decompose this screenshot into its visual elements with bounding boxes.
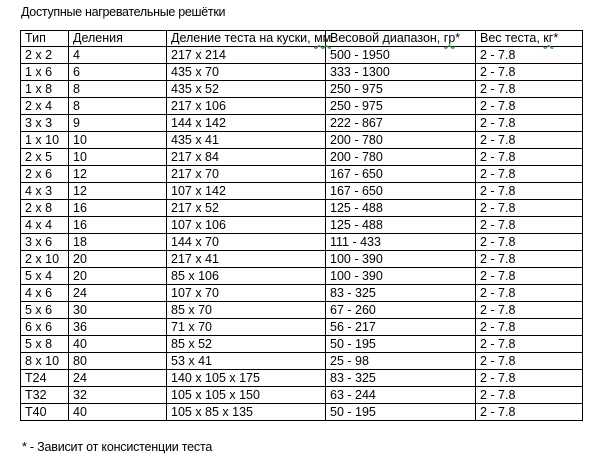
table-body bbox=[21, 47, 583, 421]
cell-type: 5 x 8 bbox=[21, 336, 69, 353]
cell-type: T40 bbox=[21, 404, 69, 421]
cell-dough-weight: 2 - 7.8 bbox=[476, 251, 583, 268]
cell-divisions: 9 bbox=[69, 115, 167, 132]
cell-type: 2 x 10 bbox=[21, 251, 69, 268]
cell-weight-range: 200 - 780 bbox=[326, 149, 476, 166]
cell-piece-size: 435 x 41 bbox=[167, 132, 326, 149]
cell-type: 6 x 6 bbox=[21, 319, 69, 336]
table-row bbox=[21, 115, 583, 132]
cell-divisions: 40 bbox=[69, 336, 167, 353]
cell-type: 5 x 6 bbox=[21, 302, 69, 319]
cell-piece-size: 85 x 106 bbox=[167, 268, 326, 285]
cell-divisions: 12 bbox=[69, 166, 167, 183]
cell-type: 1 x 8 bbox=[21, 81, 69, 98]
cell-type: 2 x 4 bbox=[21, 98, 69, 115]
cell-divisions: 30 bbox=[69, 302, 167, 319]
cell-type: T24 bbox=[21, 370, 69, 387]
table-row bbox=[21, 387, 583, 404]
column-header-dough-weight: Вес теста, кг* bbox=[476, 31, 583, 47]
cell-dough-weight: 2 - 7.8 bbox=[476, 64, 583, 81]
table-row bbox=[21, 285, 583, 302]
cell-type: 5 x 4 bbox=[21, 268, 69, 285]
cell-piece-size: 105 x 105 x 150 bbox=[167, 387, 326, 404]
table-row bbox=[21, 200, 583, 217]
cell-divisions: 12 bbox=[69, 183, 167, 200]
cell-divisions: 24 bbox=[69, 370, 167, 387]
cell-weight-range: 200 - 780 bbox=[326, 132, 476, 149]
cell-weight-range: 25 - 98 bbox=[326, 353, 476, 370]
cell-weight-range: 100 - 390 bbox=[326, 268, 476, 285]
cell-piece-size: 85 x 52 bbox=[167, 336, 326, 353]
cell-piece-size: 71 x 70 bbox=[167, 319, 326, 336]
cell-type: 2 x 8 bbox=[21, 200, 69, 217]
cell-piece-size: 85 x 70 bbox=[167, 302, 326, 319]
cell-divisions: 8 bbox=[69, 81, 167, 98]
cell-type: 3 x 3 bbox=[21, 115, 69, 132]
cell-piece-size: 107 x 142 bbox=[167, 183, 326, 200]
cell-divisions: 20 bbox=[69, 268, 167, 285]
table-row bbox=[21, 319, 583, 336]
cell-dough-weight: 2 - 7.8 bbox=[476, 234, 583, 251]
cell-piece-size: 107 x 106 bbox=[167, 217, 326, 234]
cell-dough-weight: 2 - 7.8 bbox=[476, 217, 583, 234]
cell-weight-range: 100 - 390 bbox=[326, 251, 476, 268]
weight-range-unit: гр bbox=[443, 31, 456, 45]
cell-divisions: 40 bbox=[69, 404, 167, 421]
cell-weight-range: 56 - 217 bbox=[326, 319, 476, 336]
cell-dough-weight: 2 - 7.8 bbox=[476, 387, 583, 404]
cell-dough-weight: 2 - 7.8 bbox=[476, 268, 583, 285]
cell-divisions: 80 bbox=[69, 353, 167, 370]
cell-divisions: 10 bbox=[69, 132, 167, 149]
table-row bbox=[21, 251, 583, 268]
cell-piece-size: 217 x 52 bbox=[167, 200, 326, 217]
footnote: * - Зависит от консистенции теста bbox=[22, 440, 213, 454]
cell-weight-range: 83 - 325 bbox=[326, 370, 476, 387]
cell-divisions: 16 bbox=[69, 217, 167, 234]
cell-piece-size: 144 x 70 bbox=[167, 234, 326, 251]
cell-dough-weight: 2 - 7.8 bbox=[476, 149, 583, 166]
dough-weight-unit: кг bbox=[543, 31, 554, 45]
cell-piece-size: 140 x 105 x 175 bbox=[167, 370, 326, 387]
table-row bbox=[21, 302, 583, 319]
cell-piece-size: 435 x 70 bbox=[167, 64, 326, 81]
table-row bbox=[21, 132, 583, 149]
cell-divisions: 6 bbox=[69, 64, 167, 81]
cell-divisions: 4 bbox=[69, 47, 167, 64]
cell-weight-range: 67 - 260 bbox=[326, 302, 476, 319]
cell-type: 3 x 6 bbox=[21, 234, 69, 251]
cell-piece-size: 217 x 84 bbox=[167, 149, 326, 166]
cell-weight-range: 500 - 1950 bbox=[326, 47, 476, 64]
table-row bbox=[21, 149, 583, 166]
cell-dough-weight: 2 - 7.8 bbox=[476, 166, 583, 183]
cell-piece-size: 217 x 70 bbox=[167, 166, 326, 183]
cell-weight-range: 125 - 488 bbox=[326, 200, 476, 217]
cell-dough-weight: 2 - 7.8 bbox=[476, 200, 583, 217]
table-row bbox=[21, 81, 583, 98]
table-row bbox=[21, 217, 583, 234]
cell-dough-weight: 2 - 7.8 bbox=[476, 302, 583, 319]
table-row bbox=[21, 47, 583, 64]
column-header-piece-size: Деление теста на куски, мм bbox=[167, 31, 326, 47]
cell-dough-weight: 2 - 7.8 bbox=[476, 81, 583, 98]
column-header-type: Тип bbox=[21, 31, 69, 47]
cell-type: 2 x 6 bbox=[21, 166, 69, 183]
cell-weight-range: 83 - 325 bbox=[326, 285, 476, 302]
heating-grids-table bbox=[20, 30, 583, 421]
cell-dough-weight: 2 - 7.8 bbox=[476, 132, 583, 149]
cell-piece-size: 217 x 106 bbox=[167, 98, 326, 115]
cell-type: T32 bbox=[21, 387, 69, 404]
cell-divisions: 16 bbox=[69, 200, 167, 217]
cell-dough-weight: 2 - 7.8 bbox=[476, 115, 583, 132]
cell-dough-weight: 2 - 7.8 bbox=[476, 319, 583, 336]
cell-weight-range: 111 - 433 bbox=[326, 234, 476, 251]
table-row bbox=[21, 64, 583, 81]
cell-weight-range: 222 - 867 bbox=[326, 115, 476, 132]
table-row bbox=[21, 370, 583, 387]
cell-dough-weight: 2 - 7.8 bbox=[476, 183, 583, 200]
cell-divisions: 10 bbox=[69, 149, 167, 166]
table-row bbox=[21, 268, 583, 285]
cell-weight-range: 250 - 975 bbox=[326, 98, 476, 115]
cell-dough-weight: 2 - 7.8 bbox=[476, 353, 583, 370]
page-title: Доступные нагревательные решётки bbox=[21, 5, 226, 19]
cell-dough-weight: 2 - 7.8 bbox=[476, 370, 583, 387]
cell-type: 4 x 6 bbox=[21, 285, 69, 302]
cell-piece-size: 144 x 142 bbox=[167, 115, 326, 132]
table-row bbox=[21, 183, 583, 200]
cell-weight-range: 125 - 488 bbox=[326, 217, 476, 234]
cell-piece-size: 53 x 41 bbox=[167, 353, 326, 370]
cell-dough-weight: 2 - 7.8 bbox=[476, 404, 583, 421]
cell-divisions: 8 bbox=[69, 98, 167, 115]
cell-divisions: 20 bbox=[69, 251, 167, 268]
table-row bbox=[21, 166, 583, 183]
cell-type: 2 x 5 bbox=[21, 149, 69, 166]
cell-type: 2 x 2 bbox=[21, 47, 69, 64]
column-header-weight-range: Весовой диапазон, гр* bbox=[326, 31, 476, 47]
cell-divisions: 36 bbox=[69, 319, 167, 336]
cell-dough-weight: 2 - 7.8 bbox=[476, 285, 583, 302]
table-row bbox=[21, 404, 583, 421]
table-row bbox=[21, 98, 583, 115]
cell-divisions: 24 bbox=[69, 285, 167, 302]
cell-weight-range: 333 - 1300 bbox=[326, 64, 476, 81]
cell-piece-size: 107 x 70 bbox=[167, 285, 326, 302]
cell-weight-range: 167 - 650 bbox=[326, 166, 476, 183]
cell-weight-range: 63 - 244 bbox=[326, 387, 476, 404]
cell-piece-size: 217 x 214 bbox=[167, 47, 326, 64]
cell-weight-range: 167 - 650 bbox=[326, 183, 476, 200]
cell-weight-range: 50 - 195 bbox=[326, 336, 476, 353]
cell-dough-weight: 2 - 7.8 bbox=[476, 336, 583, 353]
table-row bbox=[21, 234, 583, 251]
cell-divisions: 32 bbox=[69, 387, 167, 404]
cell-piece-size: 435 x 52 bbox=[167, 81, 326, 98]
cell-piece-size: 105 x 85 x 135 bbox=[167, 404, 326, 421]
cell-type: 1 x 10 bbox=[21, 132, 69, 149]
cell-type: 4 x 3 bbox=[21, 183, 69, 200]
table-row bbox=[21, 353, 583, 370]
table-row bbox=[21, 336, 583, 353]
cell-weight-range: 50 - 195 bbox=[326, 404, 476, 421]
column-header-divisions: Деления bbox=[69, 31, 167, 47]
cell-type: 8 x 10 bbox=[21, 353, 69, 370]
table-header-row bbox=[21, 31, 583, 47]
cell-weight-range: 250 - 975 bbox=[326, 81, 476, 98]
cell-piece-size: 217 x 41 bbox=[167, 251, 326, 268]
cell-dough-weight: 2 - 7.8 bbox=[476, 98, 583, 115]
cell-dough-weight: 2 - 7.8 bbox=[476, 47, 583, 64]
cell-divisions: 18 bbox=[69, 234, 167, 251]
piece-size-unit: мм bbox=[314, 31, 332, 45]
cell-type: 1 x 6 bbox=[21, 64, 69, 81]
cell-type: 4 x 4 bbox=[21, 217, 69, 234]
